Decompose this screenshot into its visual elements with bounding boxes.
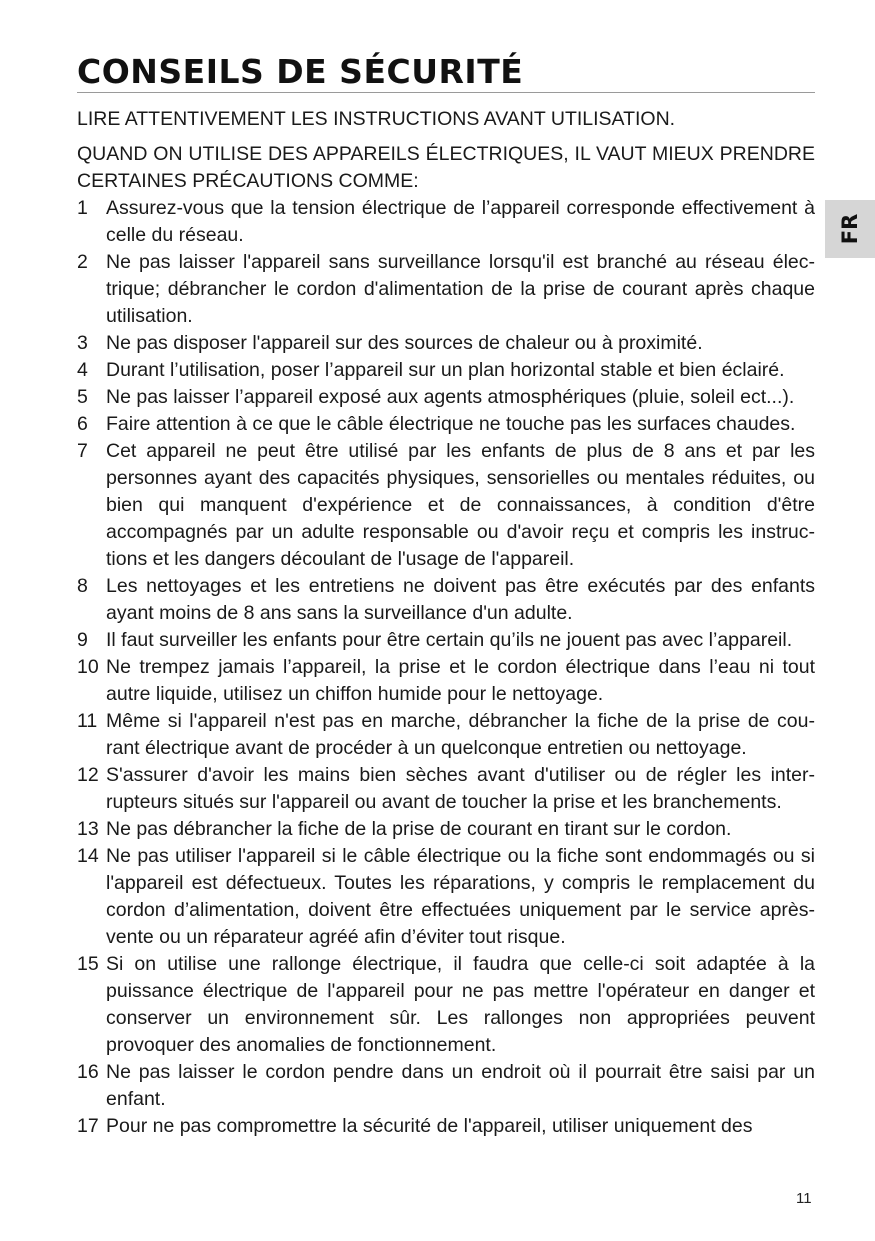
safety-rules-list bbox=[77, 195, 815, 1140]
rule-text: Ne pas laisser le cordon pendre dans un endroit où il pourrait être saisi par un enfant. bbox=[106, 1061, 815, 1110]
safety-content bbox=[77, 106, 815, 1140]
language-tab bbox=[825, 200, 875, 258]
safety-rule-item bbox=[77, 951, 815, 1059]
rule-text: Ne pas utiliser l'appareil si le câble électrique ou la fiche sont endommagés ou si l'appareil est défectueux. Toutes les réparations, y compris le remplacement du cordon d’alimentation, doivent être effectuées uniquement par le service après-vente ou un réparateur agréé afin d’éviter tout risque. bbox=[106, 845, 815, 948]
safety-rule-item bbox=[77, 762, 815, 816]
rule-number: 3 bbox=[77, 332, 88, 354]
title-divider bbox=[77, 92, 815, 93]
rule-number: 10 bbox=[77, 656, 99, 678]
safety-rule-item bbox=[77, 438, 815, 573]
safety-rule-item bbox=[77, 708, 815, 762]
safety-rule-item bbox=[77, 411, 815, 438]
safety-rule-item bbox=[77, 357, 815, 384]
rule-number: 13 bbox=[77, 818, 99, 840]
safety-rule-item bbox=[77, 330, 815, 357]
safety-rule-item bbox=[77, 249, 815, 330]
rule-text: Cet appareil ne peut être utilisé par les enfants de plus de 8 ans et par les personnes ayant des capacités physiques, sensorielles ou mentales réduites, ou bien qui manquent d'expérience et de connaissances, à condition d'être accompagnés par un adulte responsable ou d'avoir reçu et compris les instruc-tions et les dangers découlant de l'usage de l'appareil. bbox=[106, 440, 815, 570]
rule-number: 12 bbox=[77, 764, 99, 786]
intro-read-instructions: LIRE ATTENTIVEMENT LES INSTRUCTIONS AVANT UTILISATION. bbox=[77, 108, 676, 130]
rule-text: Ne trempez jamais l’appareil, la prise et le cordon électrique dans l’eau ni tout autre liquide, utilisez un chiffon humide pour le nettoyage. bbox=[106, 656, 815, 705]
rule-text: Pour ne pas compromettre la sécurité de l'appareil, utiliser uniquement des bbox=[106, 1115, 753, 1137]
safety-rule-item bbox=[77, 195, 815, 249]
rule-number: 15 bbox=[77, 953, 99, 975]
rule-text: Ne pas laisser l'appareil sans surveillance lorsqu'il est branché au réseau élec-trique; débrancher le cordon d'alimentation de la prise de courant après chaque utilisation. bbox=[106, 251, 815, 327]
rule-number: 9 bbox=[77, 629, 88, 651]
language-tab-label: FR bbox=[838, 213, 862, 245]
rule-number: 11 bbox=[77, 710, 98, 732]
page-number: 11 bbox=[796, 1190, 812, 1207]
rule-text: Assurez-vous que la tension électrique de l’appareil corresponde effectivement à celle du réseau. bbox=[106, 197, 815, 246]
rule-text: Faire attention à ce que le câble électrique ne touche pas les surfaces chaudes. bbox=[106, 413, 796, 435]
rule-text: Durant l’utilisation, poser l’appareil sur un plan horizontal stable et bien éclairé. bbox=[106, 359, 785, 381]
rule-number: 1 bbox=[77, 197, 88, 219]
safety-rule-item bbox=[77, 627, 815, 654]
page-title: CONSEILS DE SÉCURITÉ bbox=[77, 52, 524, 91]
rule-text: Ne pas disposer l'appareil sur des sources de chaleur ou à proximité. bbox=[106, 332, 703, 354]
intro-precautions: QUAND ON UTILISE DES APPAREILS ÉLECTRIQUES, IL VAUT MIEUX PRENDRE CERTAINES PRÉCAUTIONS COMME: bbox=[77, 143, 815, 192]
safety-rule-item bbox=[77, 1059, 815, 1113]
rule-number: 8 bbox=[77, 575, 88, 597]
rule-text: Si on utilise une rallonge électrique, il faudra que celle-ci soit adaptée à la puissance électrique de l'appareil pour ne pas mettre l'opérateur en danger et conserver un environnement sûr. Les rallonges non appropriées peuvent provoquer des anomalies de fonctionnement. bbox=[106, 953, 815, 1056]
safety-rule-item bbox=[77, 816, 815, 843]
safety-rule-item bbox=[77, 843, 815, 951]
rule-text: Même si l'appareil n'est pas en marche, débrancher la fiche de la prise de cou-rant électrique avant de procéder à un quelconque entretien ou nettoyage. bbox=[106, 710, 815, 759]
rule-text: Ne pas débrancher la fiche de la prise de courant en tirant sur le cordon. bbox=[106, 818, 732, 840]
rule-number: 2 bbox=[77, 251, 88, 273]
safety-rule-item bbox=[77, 573, 815, 627]
rule-number: 14 bbox=[77, 845, 99, 867]
rule-number: 7 bbox=[77, 440, 88, 462]
rule-text: S'assurer d'avoir les mains bien sèches avant d'utiliser ou de régler les inter-rupteurs situés sur l'appareil ou avant de toucher la prise et les branchements. bbox=[106, 764, 815, 813]
rule-number: 16 bbox=[77, 1061, 99, 1083]
safety-rule-item bbox=[77, 1113, 815, 1140]
safety-rule-item bbox=[77, 384, 815, 411]
rule-number: 5 bbox=[77, 386, 88, 408]
safety-rule-item bbox=[77, 654, 815, 708]
rule-text: Les nettoyages et les entretiens ne doivent pas être exécutés par des enfants ayant moins de 8 ans sans la surveillance d'un adulte. bbox=[106, 575, 815, 624]
rule-text: Ne pas laisser l’appareil exposé aux agents atmosphériques (pluie, soleil ect...). bbox=[106, 386, 795, 408]
rule-text: Il faut surveiller les enfants pour être certain qu’ils ne jouent pas avec l’appareil. bbox=[106, 629, 793, 651]
rule-number: 6 bbox=[77, 413, 88, 435]
rule-number: 17 bbox=[77, 1115, 99, 1137]
rule-number: 4 bbox=[77, 359, 88, 381]
